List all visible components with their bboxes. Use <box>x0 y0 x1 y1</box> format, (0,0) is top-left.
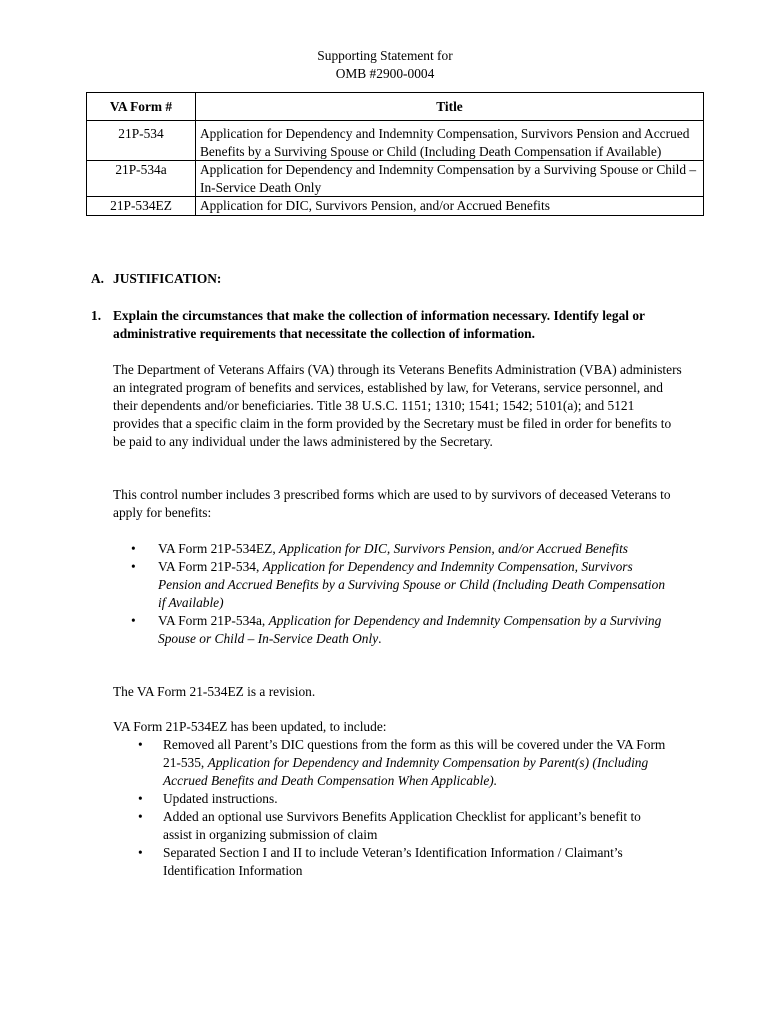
table-row <box>87 197 704 216</box>
list-item <box>113 844 673 880</box>
paragraph-control-number: This control number includes 3 prescribed forms which are used to by survivors of deceased Veterans to apply for benefits: <box>113 487 671 520</box>
list-item <box>113 558 673 612</box>
update-text: Updated instructions. <box>163 791 278 806</box>
table-header-row <box>87 93 704 121</box>
question-1 <box>91 307 683 343</box>
update-text: Separated Section I and II to include Veteran’s Identification Information / Claimant’s Identification Information <box>163 845 623 878</box>
form-title-cell: Application for Dependency and Indemnity Compensation, Survivors Pension and Accrued Benefits by a Surviving Spouse or Child (Including Death Compensation if Available) <box>196 121 704 161</box>
list-item <box>113 612 673 648</box>
form-number-cell: 21P-534 <box>87 121 196 161</box>
column-header-title: Title <box>196 93 704 121</box>
update-text: Added an optional use Survivors Benefits Application Checklist for applicant’s benefit to assist in organizing submission of claim <box>163 809 641 842</box>
question-1-text: Explain the circumstances that make the collection of information necessary. Identify legal or administrative requirements that necessitate the collection of information. <box>113 308 645 341</box>
bullet-prefix: VA Form 21P-534, <box>158 559 263 574</box>
bullet-form-title: Application for Dependency and Indemnity Compensation, Survivors Pension and Accrued Benefits by a Surviving Spouse or Child (Including Death Compensation if Available) <box>158 559 666 610</box>
list-item <box>113 808 673 844</box>
header-line-2: OMB #2900-0004 <box>335 66 435 81</box>
form-number-cell: 21P-534a <box>87 161 196 197</box>
bullet-glyph: • <box>138 737 143 752</box>
bullet-form-title: Application for Dependency and Indemnity Compensation by a Surviving Spouse or Child – In-Service Death Only <box>158 613 662 646</box>
updates-bullet-list <box>113 736 673 880</box>
bullet-prefix: VA Form 21P-534a, <box>158 613 269 628</box>
table-row <box>87 121 704 161</box>
bullet-glyph: • <box>131 613 136 628</box>
form-title-cell: Application for DIC, Survivors Pension, and/or Accrued Benefits <box>196 197 704 216</box>
section-a-title: JUSTIFICATION: <box>113 271 222 286</box>
list-item <box>113 736 673 790</box>
paragraph-revision: The VA Form 21-534EZ is a revision. <box>113 684 316 699</box>
list-item <box>113 790 673 808</box>
bullet-glyph: • <box>131 559 136 574</box>
update-text: Removed all Parent’s DIC questions from the form as this will be covered under the VA Form 21-535, <box>163 737 666 770</box>
question-1-number: 1. <box>91 308 102 323</box>
bullet-glyph: • <box>138 809 143 824</box>
document-header <box>0 47 770 83</box>
paragraph-updates-intro: VA Form 21P-534EZ has been updated, to include: <box>113 719 387 734</box>
form-title-cell: Application for Dependency and Indemnity Compensation by a Surviving Spouse or Child – In-Service Death Only <box>196 161 704 197</box>
bullet-glyph: • <box>138 791 143 806</box>
forms-table <box>86 92 704 216</box>
form-number-cell: 21P-534EZ <box>87 197 196 216</box>
header-line-1: Supporting Statement for <box>317 48 453 63</box>
bullet-glyph: • <box>138 845 143 860</box>
forms-bullet-list <box>113 540 673 648</box>
paragraph-authority: The Department of Veterans Affairs (VA) through its Veterans Benefits Administration (VBA) administers an integrated program of benefits and services, established by law, for Veterans, service personnel, and their dependents and/or beneficiaries. Title 38 U.S.C. 1151; 1310; 1541; 1542; 5101(a); and 5121 provides that a specific claim in the form provided by the Secretary must be filed in order for benefits to be paid to any individual under the laws administered by the Secretary. <box>113 362 682 449</box>
bullet-prefix: VA Form 21P-534EZ, <box>158 541 280 556</box>
bullet-glyph: • <box>131 541 136 556</box>
section-a-label: A. <box>91 271 105 286</box>
update-form-title: Application for Dependency and Indemnity Compensation by Parent(s) (Including Accrued Benefits and Death Compensation When Applicable). <box>163 755 649 788</box>
section-a-heading <box>91 271 221 287</box>
table-row <box>87 161 704 197</box>
list-item <box>113 540 673 558</box>
column-header-form-number: VA Form # <box>87 93 196 121</box>
bullet-form-title: Application for DIC, Survivors Pension, and/or Accrued Benefits <box>279 541 629 556</box>
bullet-suffix: . <box>378 631 382 646</box>
